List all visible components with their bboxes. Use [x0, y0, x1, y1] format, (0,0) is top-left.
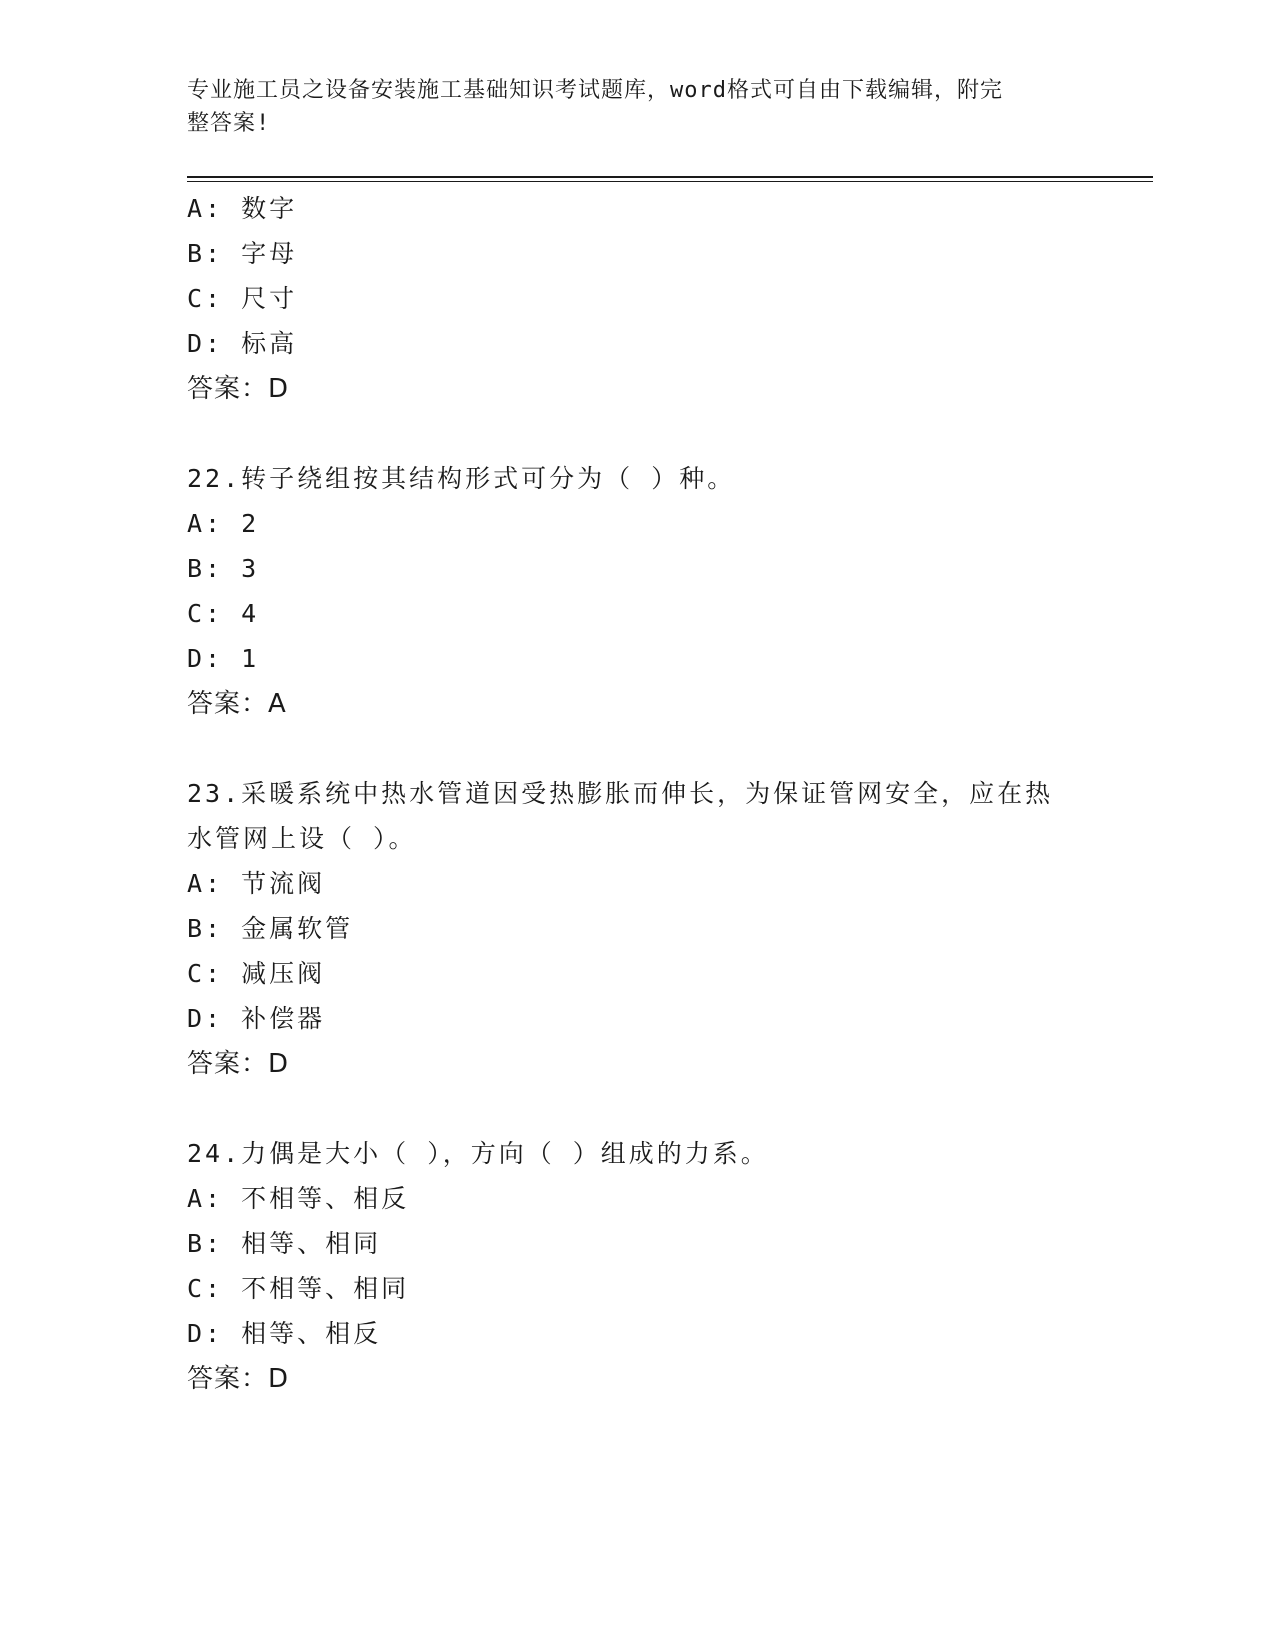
- q24-option-a: A: 不相等、相反: [187, 1184, 410, 1213]
- q21-option-c: C: 尺寸: [187, 284, 298, 313]
- q23-stem-line-1: 23.采暖系统中热水管道因受热膨胀而伸长，为保证管网安全，应在热: [187, 779, 1054, 808]
- q23-answer: 答案：D: [187, 1049, 290, 1079]
- q22-answer: 答案：A: [187, 689, 287, 719]
- q24-option-d: D: 相等、相反: [187, 1319, 382, 1348]
- q22-stem: 22.转子绕组按其结构形式可分为（ ）种。: [187, 464, 736, 493]
- q22-option-b: B: 3: [187, 554, 260, 583]
- q23-stem-line-2: 水管网上设（ ）。: [187, 824, 417, 853]
- q23-option-a: A: 节流阀: [187, 869, 326, 898]
- header-rule-thick: [187, 176, 1153, 178]
- q24-stem: 24.力偶是大小（ ），方向（ ）组成的力系。: [187, 1139, 769, 1168]
- q22-option-a: A: 2: [187, 509, 260, 538]
- q21-option-a: A: 数字: [187, 194, 298, 223]
- document-header: [187, 74, 1087, 140]
- header-line-2: 整答案!: [187, 111, 271, 136]
- header-line-1: 专业施工员之设备安装施工基础知识考试题库，word格式可自由下载编辑，附完: [187, 78, 1003, 103]
- q21-option-b: B: 字母: [187, 239, 298, 268]
- q24-answer: 答案：D: [187, 1364, 290, 1394]
- q22-option-d: D: 1: [187, 644, 260, 673]
- q21-option-d: D: 标高: [187, 329, 298, 358]
- q24-option-b: B: 相等、相同: [187, 1229, 382, 1258]
- q22-option-c: C: 4: [187, 599, 260, 628]
- q23-option-d: D: 补偿器: [187, 1004, 326, 1033]
- q24-option-c: C: 不相等、相同: [187, 1274, 410, 1303]
- header-rule-thin: [187, 181, 1153, 182]
- q23-option-c: C: 减压阀: [187, 959, 326, 988]
- q21-answer: 答案：D: [187, 374, 290, 404]
- q23-option-b: B: 金属软管: [187, 914, 354, 943]
